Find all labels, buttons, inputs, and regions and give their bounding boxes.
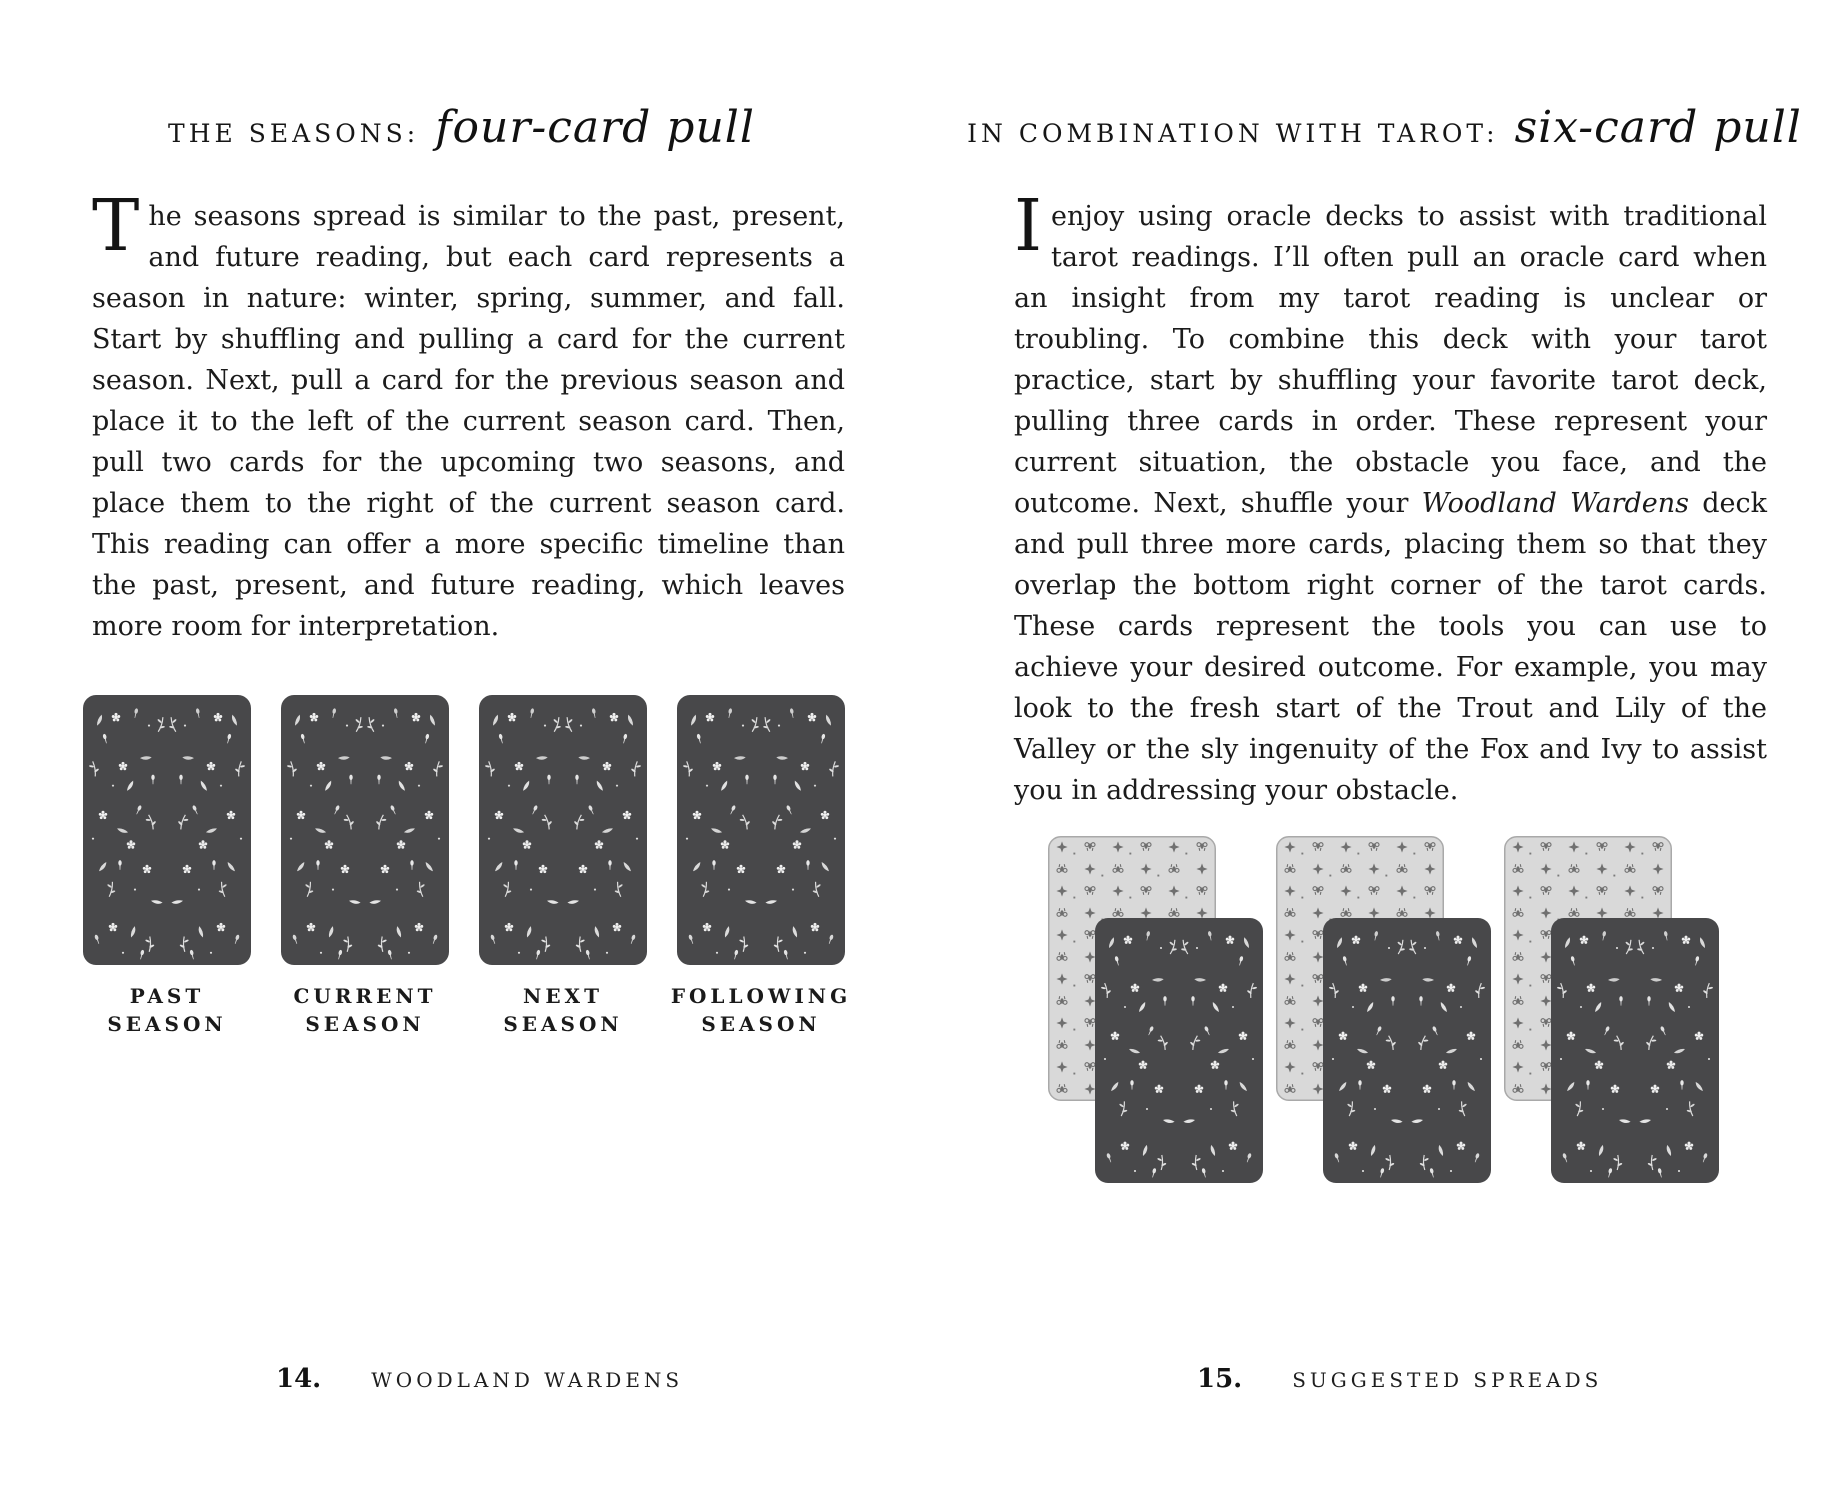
left-heading-kicker: THE SEASONS: [168,119,420,148]
oracle-card-back-following-season [677,695,845,965]
card-label-following-season: FOLLOWING SEASON [670,984,852,1036]
left-page-footer [276,1364,683,1394]
left-page-heading [168,102,755,153]
card-label-next-season: NEXT SEASON [503,984,623,1036]
right-page-heading [967,102,1802,153]
oracle-card-back-overlay-3 [1551,918,1719,1183]
oracle-card-back-current-season [281,695,449,965]
oracle-card-back-past-season [83,695,251,965]
right-page-number: 15. [1197,1364,1243,1394]
right-heading-title: six-card pull [1514,102,1802,153]
left-drop-cap: T [92,184,140,267]
right-heading-kicker: IN COMBINATION WITH TAROT: [967,119,1499,148]
right-page-footer [1197,1364,1602,1394]
right-page [923,0,1846,1486]
right-paragraph-text-after: deck and pull three more cards, placing them so that they overlap the bottom right corner of the tarot cards. These cards represent the tools you can use to achieve your desired outcome. For example, you may look to the fresh start of the Trout and Lily of the Valley or the sly ingenuity of the Fox and Ivy to assist you in addressing your obstacle. [1014,488,1767,806]
oracle-card-back-overlay-1 [1095,918,1263,1183]
card-label-current-season: CURRENT SEASON [293,984,437,1036]
oracle-card-back-next-season [479,695,647,965]
left-paragraph-text: he seasons spread is similar to the past, present, and future reading, but each card represents a season in nature: winter, spring, summer, and fall. Start by shuffling and pulling a card for the current season. Next, pull a card for the previous season and place it to the left of the current season card. Then, pull two cards for the upcoming two seasons, and place them to the right of the current season card. This reading can offer a more specific timeline than the past, present, and future reading, which leaves more room for interpretation. [92,201,845,642]
right-paragraph [1014,184,1767,811]
right-running-title: SUGGESTED SPREADS [1292,1368,1603,1392]
right-drop-cap: I [1014,184,1043,267]
oracle-card-back-overlay-2 [1323,918,1491,1183]
left-paragraph [92,184,845,647]
left-heading-title: four-card pull [435,102,755,153]
left-page-number: 14. [276,1364,322,1394]
card-label-past-season: PAST SEASON [107,984,227,1036]
left-running-title: WOODLAND WARDENS [371,1368,684,1392]
deck-name-italic: Woodland Wardens [1421,488,1689,519]
right-paragraph-text-before: enjoy using oracle decks to assist with traditional tarot readings. I’ll often pull an oracle card when an insight from my tarot reading is unclear or troubling. To combine this deck with your tarot practice, start by shuffling your favorite tarot deck, pulling three cards in order. These represent your current situation, the obstacle you face, and the outcome. Next, shuffle your [1014,201,1767,519]
